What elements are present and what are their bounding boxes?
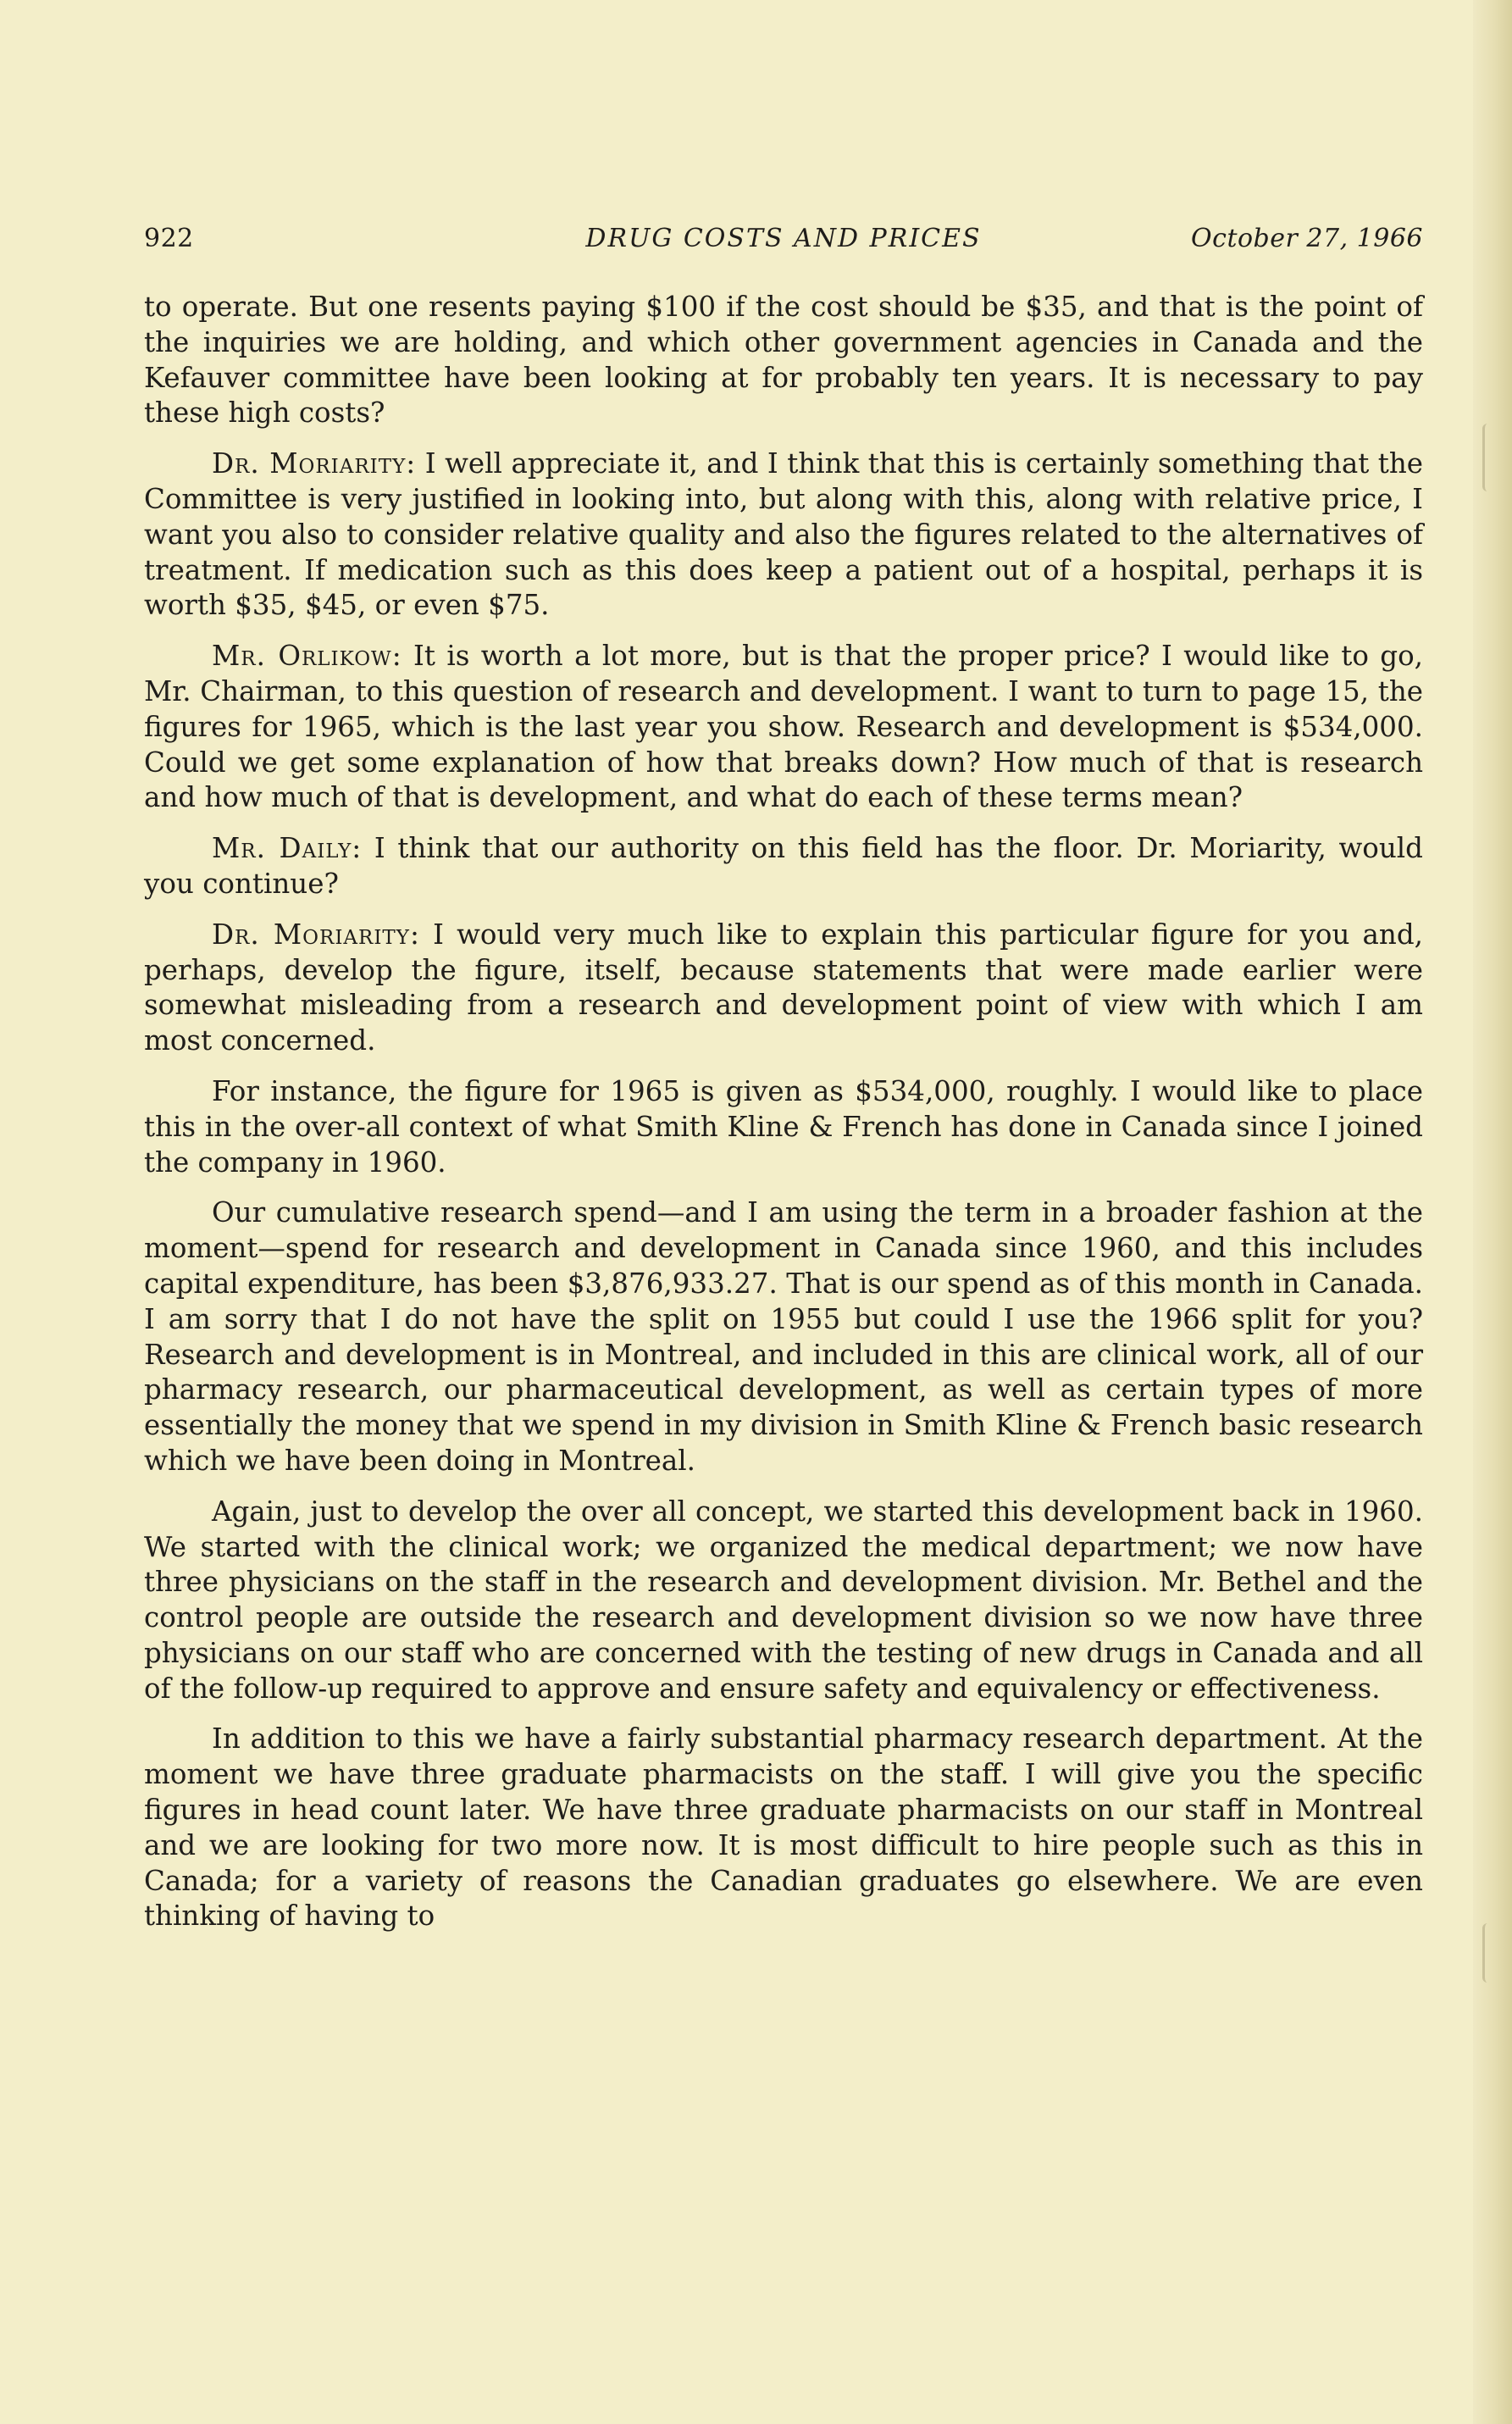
speaker-name: Dr. Moriarity: (212, 918, 420, 951)
paragraph-text: I think that our authority on this field has the floor. Dr. Moriarity, would you continue? (144, 832, 1423, 900)
transcript-body (144, 290, 1423, 1950)
paragraph-text: Our cumulative research spend—and I am using the term in a broader fashion at the moment—spend for research and development in Canada since 1960, and this includes capital expenditure, has been $3,876,933.27. That is our spend as of this month in Canada. I am sorry that I do not have the split on 1955 but could I use the 1966 split for you? Research and development is in Montreal, and included in this are clinical work, all of our pharmacy research, our pharmaceutical development, as well as certain types of more essentially the money that we spend in my division in Smith Kline & French basic research which we have been doing in Montreal. (144, 1196, 1423, 1477)
page-edge (1473, 0, 1512, 2424)
paragraph (144, 831, 1423, 902)
edge-mark (1482, 424, 1493, 491)
paragraph (144, 1195, 1423, 1478)
paragraph (144, 639, 1423, 816)
running-head (144, 224, 1423, 258)
paragraph-text: I would very much like to explain this particular figure for you and, perhaps, develop the figure, itself, because statements that were made earlier were somewhat misleading from a research and development point of view with which I am most concerned. (144, 918, 1423, 1057)
page-number: 922 (144, 224, 194, 253)
running-title: DRUG COSTS AND PRICES (585, 224, 982, 253)
paragraph-text: I well appreciate it, and I think that this is certainly something that the Committee is very justified in looking into, but along with this, along with relative price, I want you also to consider relative quality and also the figures related to the alternatives of treatment. If medication such as this does keep a patient out of a hospital, perhaps it is worth $35, $45, or even $75. (144, 447, 1424, 622)
paragraph (144, 1722, 1423, 1934)
paragraph-text: In addition to this we have a fairly substantial pharmacy research department. At the moment we have three graduate pharmacists on the staff. I will give you the specific figures in head count later. We have three graduate pharmacists on our staff in Montreal and we are looking for two more now. It is most difficult to hire people such as this in Canada; for a variety of reasons the Canadian graduates go elsewhere. We are even thinking of having to (144, 1722, 1423, 1933)
speaker-name: Mr. Orlikow: (212, 640, 402, 673)
paragraph-text: For instance, the figure for 1965 is given as $534,000, roughly. I would like to place this in the over-all context of what Smith Kline & French has done in Canada since I joined the company in 1960. (144, 1074, 1423, 1179)
speaker-name: Dr. Moriarity: (212, 447, 417, 480)
paragraph (144, 290, 1423, 431)
paragraph (144, 918, 1423, 1059)
hearing-date: October 27, 1966 (1191, 224, 1423, 253)
speaker-name: Mr. Daily: (212, 832, 363, 865)
paragraph (144, 1074, 1423, 1180)
edge-mark (1482, 1923, 1493, 1983)
paragraph-text: Again, just to develop the over all concept, we started this development back in 1960. We started with the clinical work; we organized the medical department; we now have three physicians on the staff in the research and development division. Mr. Bethel and the control people are outside the research and development division so we now have three physicians on our staff who are concerned with the testing of new drugs in Canada and all of the follow-up required to approve and ensure safety and equivalency or effectiveness. (144, 1495, 1423, 1705)
paragraph-text: to operate. But one resents paying $100 if the cost should be $35, and that is the point of the inquiries we are holding, and which other government agencies in Canada and the Kefauver committee have been looking at for probably ten years. It is necessary to pay these high costs? (144, 291, 1423, 430)
paragraph (144, 1495, 1423, 1707)
paragraph (144, 447, 1423, 624)
paragraph-text: It is worth a lot more, but is that the proper price? I would like to go, Mr. Chairman, to this question of research and development. I want to turn to page 15, the figures for 1965, which is the last year you show. Research and development is $534,000. Could we get some explanation of how that breaks down? How much of that is research and how much of that is development, and what do each of these terms mean? (144, 640, 1424, 814)
